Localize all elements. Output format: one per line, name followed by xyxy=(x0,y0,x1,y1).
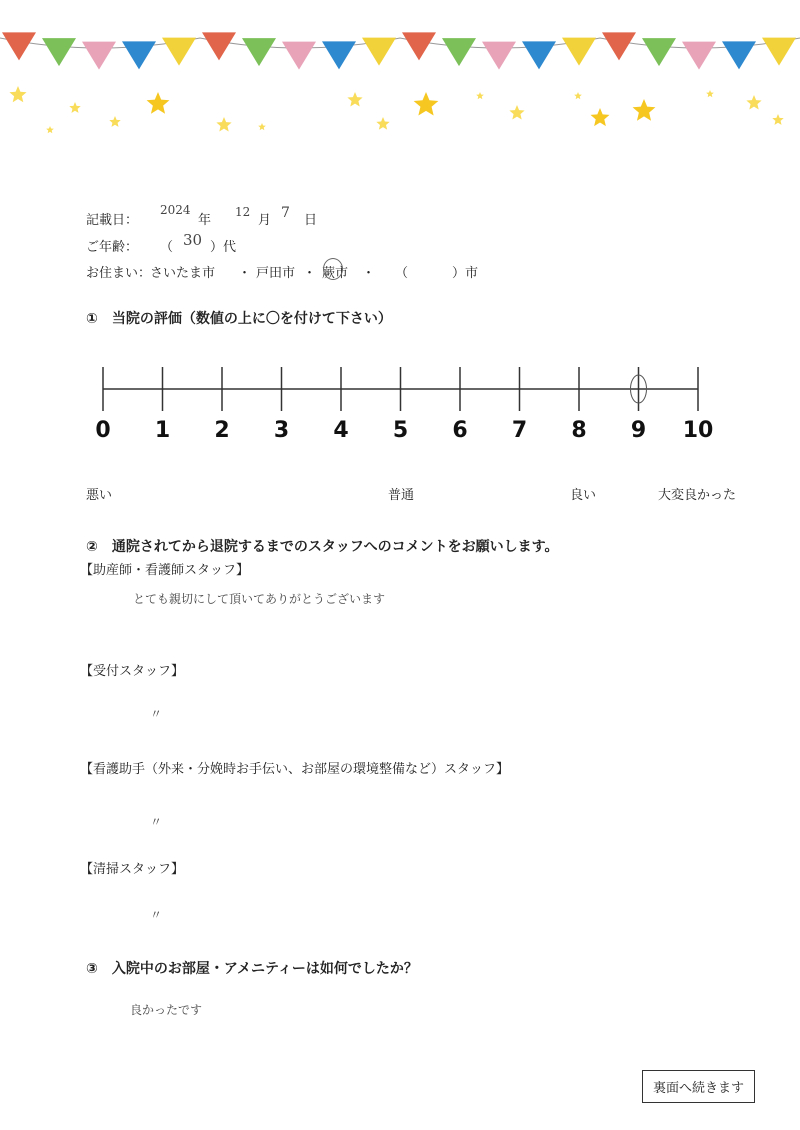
section1-title: ① 当院の評価（数値の上に〇を付けて下さい） xyxy=(86,311,392,327)
staff-group-label-assistants: 【看護助手（外来・分娩時お手伝い、お部屋の環境整備など）スタッフ】 xyxy=(80,762,510,777)
rating-tick-label[interactable]: 6 xyxy=(452,418,468,443)
bunting-banner xyxy=(0,0,800,160)
age-label: ご年齢： xyxy=(86,240,139,255)
star-icon xyxy=(258,123,266,130)
bunting-flag xyxy=(2,32,36,60)
section2-title: ② 通院されてから退院するまでのスタッフへのコメントをお願いします。 xyxy=(86,539,559,555)
residence-option-warabi: 蕨市 xyxy=(322,266,349,281)
star-icon xyxy=(347,92,362,106)
bunting-flag xyxy=(522,41,556,69)
staff-group-label-nurses: 【助産師・看護師スタッフ】 xyxy=(80,563,250,578)
rating-tick-label[interactable]: 9 xyxy=(630,418,647,443)
bunting-flag xyxy=(362,38,396,66)
rating-tick-label[interactable]: 3 xyxy=(273,418,290,443)
staff-comment-reception: 〃 xyxy=(150,707,163,721)
star-icon xyxy=(633,99,656,121)
rating-scale-line xyxy=(0,355,800,415)
date-year-suffix: 年 xyxy=(198,213,212,228)
residence-other-open: （ xyxy=(395,266,409,281)
residence-sep: ・ xyxy=(362,266,376,281)
anchor-very-good: 大変良かった xyxy=(658,488,737,503)
date-year-value: 2024 xyxy=(160,203,191,217)
residence-option-toda: 戸田市 xyxy=(256,266,296,281)
star-icon xyxy=(574,92,582,99)
bunting-flag xyxy=(602,32,636,60)
date-month-suffix: 月 xyxy=(258,213,272,228)
star-icon xyxy=(476,92,484,99)
bunting-flag xyxy=(682,42,716,70)
age-close: ）代 xyxy=(210,240,237,255)
age-value: 30 xyxy=(183,231,203,249)
anchor-bad: 悪い xyxy=(86,488,113,503)
residence-other-close: ）市 xyxy=(452,266,479,281)
residence-option-saitama: さいたま市 xyxy=(150,266,216,281)
rating-tick-label[interactable]: 2 xyxy=(214,418,230,443)
anchor-normal: 普通 xyxy=(388,488,415,503)
staff-group-label-reception: 【受付スタッフ】 xyxy=(80,664,185,679)
date-label: 記載日： xyxy=(86,213,139,228)
bunting-flag xyxy=(82,42,116,70)
bunting-flag xyxy=(442,38,476,66)
bunting-flag xyxy=(482,42,516,70)
bunting-flag xyxy=(402,32,436,60)
star-icon xyxy=(9,86,26,102)
residence-sep: ・ xyxy=(238,266,252,281)
star-icon xyxy=(772,114,783,125)
rating-tick-label[interactable]: 10 xyxy=(682,418,714,443)
date-day-suffix: 日 xyxy=(304,213,318,228)
star-icon xyxy=(376,117,389,130)
star-icon xyxy=(706,90,714,97)
section3-title: ③ 入院中のお部屋・アメニティーは如何でしたか？ xyxy=(86,961,418,977)
date-day-value: 7 xyxy=(281,205,290,221)
star-icon xyxy=(69,102,80,113)
staff-comment-nurses: とても親切にして頂いてありがとうございます xyxy=(133,592,386,606)
star-icon xyxy=(509,105,524,119)
bunting-flag xyxy=(642,38,676,66)
bunting-flag xyxy=(322,41,356,69)
rating-tick-label[interactable]: 8 xyxy=(571,418,587,443)
rating-tick-label[interactable]: 7 xyxy=(511,418,528,443)
star-icon xyxy=(414,92,439,116)
star-icon xyxy=(46,126,54,133)
bunting-flag xyxy=(42,38,76,66)
staff-comment-assistants: 〃 xyxy=(150,815,163,829)
anchor-good: 良い xyxy=(570,488,597,503)
date-month-value: 12 xyxy=(235,205,251,219)
star-icon xyxy=(746,95,761,109)
star-icon xyxy=(590,108,609,126)
staff-comment-cleaning: 〃 xyxy=(150,908,163,922)
continue-on-back-box: 裏面へ続きます xyxy=(642,1070,755,1103)
age-open: （ xyxy=(160,240,174,255)
star-icon xyxy=(147,92,170,114)
star-icon xyxy=(109,116,120,127)
rating-tick-label[interactable]: 5 xyxy=(392,418,409,443)
bunting-flag xyxy=(282,42,316,70)
bunting-flag xyxy=(762,38,796,66)
residence-sep: ・ xyxy=(303,266,317,281)
bunting-flag xyxy=(242,38,276,66)
residence-label: お住まい： xyxy=(86,266,152,281)
bunting-flag xyxy=(162,38,196,66)
rating-tick-label[interactable]: 4 xyxy=(333,418,349,443)
rating-tick-label[interactable]: 1 xyxy=(154,418,171,443)
bunting-flag xyxy=(122,41,156,69)
rating-tick-label[interactable]: 0 xyxy=(95,418,111,443)
room-amenity-comment: 良かったです xyxy=(130,1003,203,1017)
bunting-flag xyxy=(722,41,756,69)
staff-group-label-cleaning: 【清掃スタッフ】 xyxy=(80,862,185,877)
residence-selected-circle xyxy=(323,258,343,280)
bunting-flag xyxy=(562,38,596,66)
bunting-flag xyxy=(202,32,236,60)
star-icon xyxy=(216,117,231,131)
